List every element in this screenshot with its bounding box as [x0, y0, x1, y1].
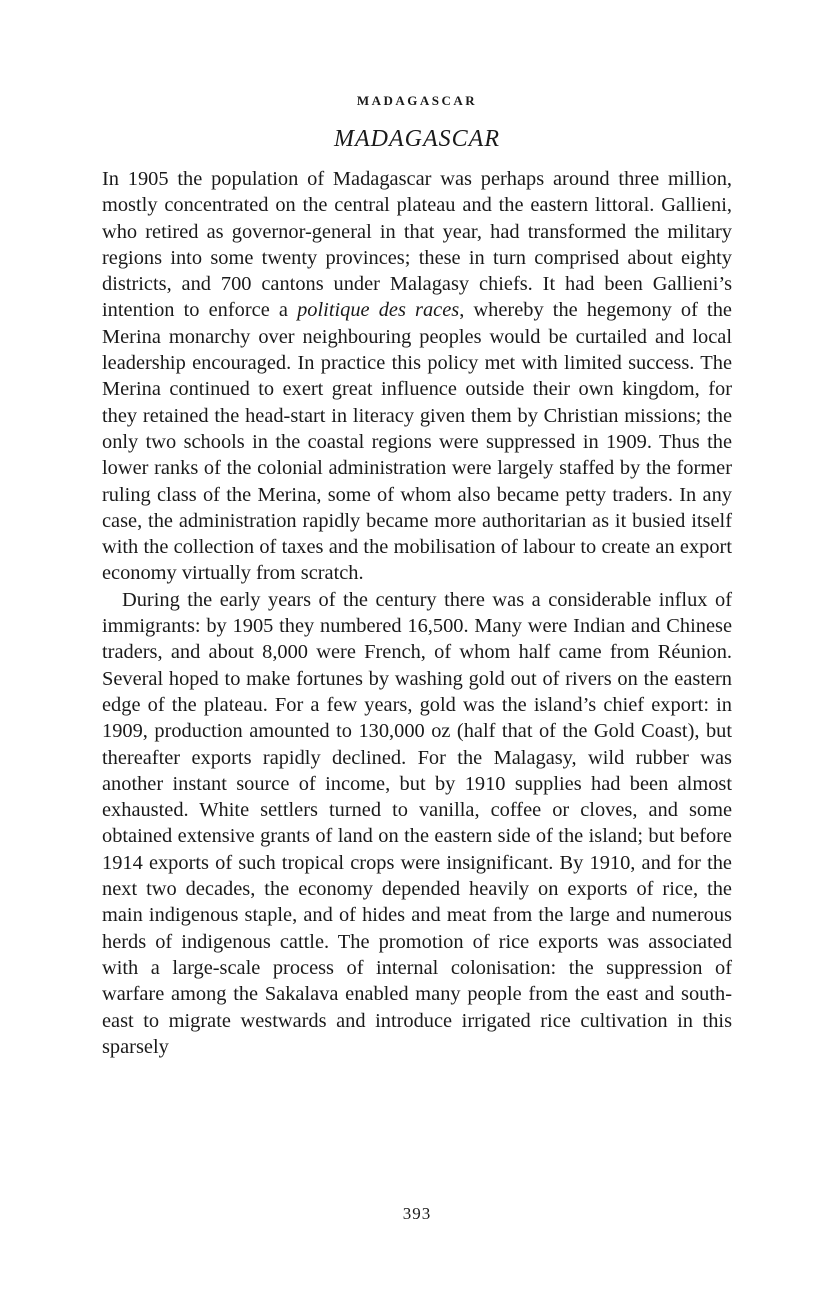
italic-term: politique des races	[297, 299, 460, 322]
paragraph-1	[102, 166, 732, 587]
page-content	[102, 92, 732, 1060]
paragraph-1-text-before: In 1905 the population of Madagascar was perhaps around three million, mostly concentrated on the central plateau and the eastern littoral. Gallieni, who retired as governor-general in that year, had transformed the military regions into some twenty provinces; these in turn comprised about eighty districts, and 700 cantons under Malagasy chiefs. It had been Gallieni’s intention to enforce a	[102, 168, 732, 322]
paragraph-2: During the early years of the century there was a considerable influx of immigrants: by 1905 they numbered 16,500. Many were Indian and Chinese traders, and about 8,000 were French, of whom half came from Réunion. Several hoped to make fortunes by washing gold out of rivers on the eastern edge of the plateau. For a few years, gold was the island’s chief export: in 1909, production amounted to 130,000 oz (half that of the Gold Coast), but thereafter exports rapidly declined. For the Malagasy, wild rubber was another instant source of income, but by 1910 supplies had been almost exhausted. White settlers turned to vanilla, coffee or cloves, and some obtained extensive grants of land on the eastern side of the island; but before 1914 exports of such tropical crops were insignificant. By 1910, and for the next two decades, the economy depended heavily on exports of rice, the main indigenous staple, and of hides and meat from the large and numerous herds of indigenous cattle. The promotion of rice exports was associated with a large-scale process of internal colonisation: the suppression of warfare among the Sakalava enabled many people from the east and south-east to migrate westwards and introduce irrigated rice cultivation in this sparsely	[102, 588, 732, 1058]
page-number: 393	[402, 1204, 432, 1223]
chapter-title: MADAGASCAR	[334, 126, 500, 152]
paragraph-1-text-after: , whereby the hegemony of the Merina monarchy over neighbouring peoples would be curtailed and local leadership encouraged. In practice this policy met with limited success. The Merina continued to exert great influence outside their own kingdom, for they retained the head-start in literacy given them by Christian missions; the only two schools in the coastal regions were suppressed in 1909. Thus the lower ranks of the colonial administration were largely staffed by the former ruling class of the Merina, some of whom also became petty traders. In any case, the administration rapidly became more authoritarian as it busied itself with the collection of taxes and the mobilisation of labour to create an export economy virtually from scratch.	[102, 299, 732, 585]
running-head: MADAGASCAR	[356, 93, 478, 108]
body-text	[102, 166, 732, 1060]
